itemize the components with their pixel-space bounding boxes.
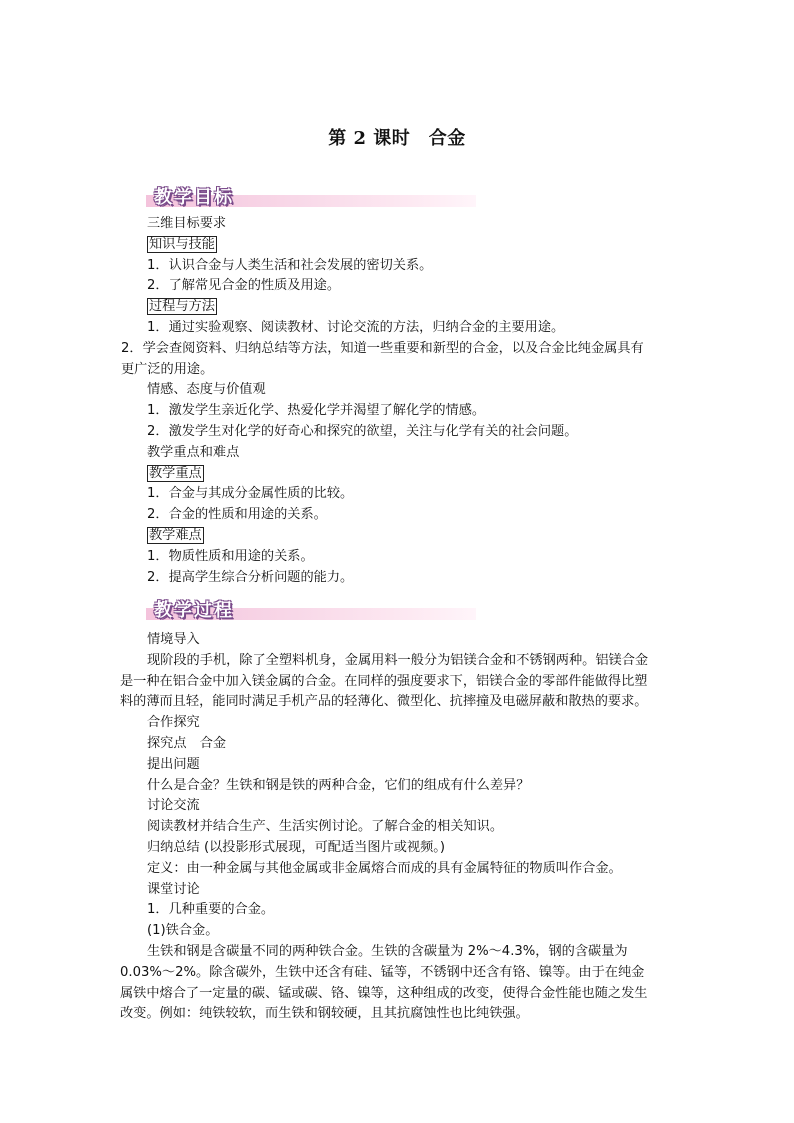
iron-text: 生铁和钢是含碳量不同的两种铁合金。生铁的含碳量为 2%～4.3%，钢的含碳量为 0.03%～2%。除含碳外，生铁中还含有硅、锰等，不锈钢中还含有铬、镍等。由于在纯金属铁中熔合了一定量的碳、锰或碳、铬、镍等，这种组成的改变，使得合金性能也随之发生改变。例如：纯铁较软，而生铁和钢较硬，且其抗腐蚀性也比纯铁强。 (120, 943, 648, 1022)
difficulty-label: 教学难点 (149, 527, 202, 543)
difficulty-item-2: 2．提高学生综合分析问题的能力。 (147, 569, 354, 585)
question-heading: 提出问题 (147, 756, 200, 772)
explore-point: 探究点 合金 (147, 735, 227, 751)
class-sub-1: (1)铁合金。 (147, 923, 219, 939)
class-item-1: 1．几种重要的合金。 (147, 902, 275, 918)
summary-text: 归纳总结 (以投影形式展现，可配适当图片或视频。) (147, 839, 446, 855)
explore-heading: 合作探究 (147, 715, 200, 731)
class-heading: 课堂讨论 (147, 881, 200, 897)
teaching-goals-section (121, 214, 651, 588)
knowledge-item-2: 2．了解常见合金的性质及用途。 (147, 278, 341, 294)
key-item-1: 1．合金与其成分金属性质的比较。 (147, 486, 354, 502)
emotion-label: 情感、态度与价值观 (147, 382, 266, 398)
goals-heading: 三维目标要求 (147, 216, 227, 231)
intro-text: 现阶段的手机，除了全塑料机身，金属用料一般分为铝镁合金和不锈钢两种。铝镁合金是一种在铝合金中加入镁金属的合金。在同样的强度要求下，铝镁合金的零部件能做得比塑料的薄而且轻，能同时满足手机产品的轻薄化、微型化、抗摔撞及电磁屏蔽和散热的要求。 (120, 652, 649, 710)
intro-heading: 情境导入 (147, 632, 200, 647)
knowledge-label: 知识与技能 (149, 236, 215, 252)
process-label: 过程与方法 (149, 299, 215, 315)
difficulty-item-1: 1．物质性质和用途的关系。 (147, 548, 314, 564)
key-item-2: 2．合金的性质和用途的关系。 (147, 507, 327, 523)
definition-text: 定义：由一种金属与其他金属或非金属熔合而成的具有金属特征的物质叫作合金。 (147, 860, 622, 876)
banner-label: 教学过程 (154, 600, 234, 621)
discussion-heading: 讨论交流 (147, 798, 200, 814)
section-banner-teaching-process (146, 596, 476, 622)
discussion-text: 阅读教材并结合生产、生活实例讨论。了解合金的相关知识。 (147, 819, 504, 835)
page-title: 第 2 课时 合金 (328, 128, 466, 149)
emotion-item-2: 2．激发学生对化学的好奇心和探究的欲望，关注与化学有关的社会问题。 (147, 423, 578, 439)
key-label: 教学重点 (149, 465, 202, 481)
process-item-2: 2．学会查阅资料、归纳总结等方法，知道一些重要和新型的合金，以及合金比纯金属具有更广泛的用途。 (121, 340, 644, 377)
knowledge-item-1: 1．认识合金与人类生活和社会发展的密切关系。 (147, 257, 433, 273)
question-text: 什么是合金？生铁和钢是铁的两种合金，它们的组成有什么差异？ (147, 777, 530, 793)
keypoints-heading: 教学重点和难点 (147, 444, 240, 460)
teaching-process-section (120, 630, 651, 1025)
emotion-item-1: 1．激发学生亲近化学、热爱化学并渴望了解化学的情感。 (147, 403, 486, 419)
process-item-1: 1．通过实验观察、阅读教材、讨论交流的方法，归纳合金的主要用途。 (147, 319, 565, 335)
section-banner-teaching-goals (146, 183, 476, 209)
banner-label: 教学目标 (154, 187, 234, 208)
